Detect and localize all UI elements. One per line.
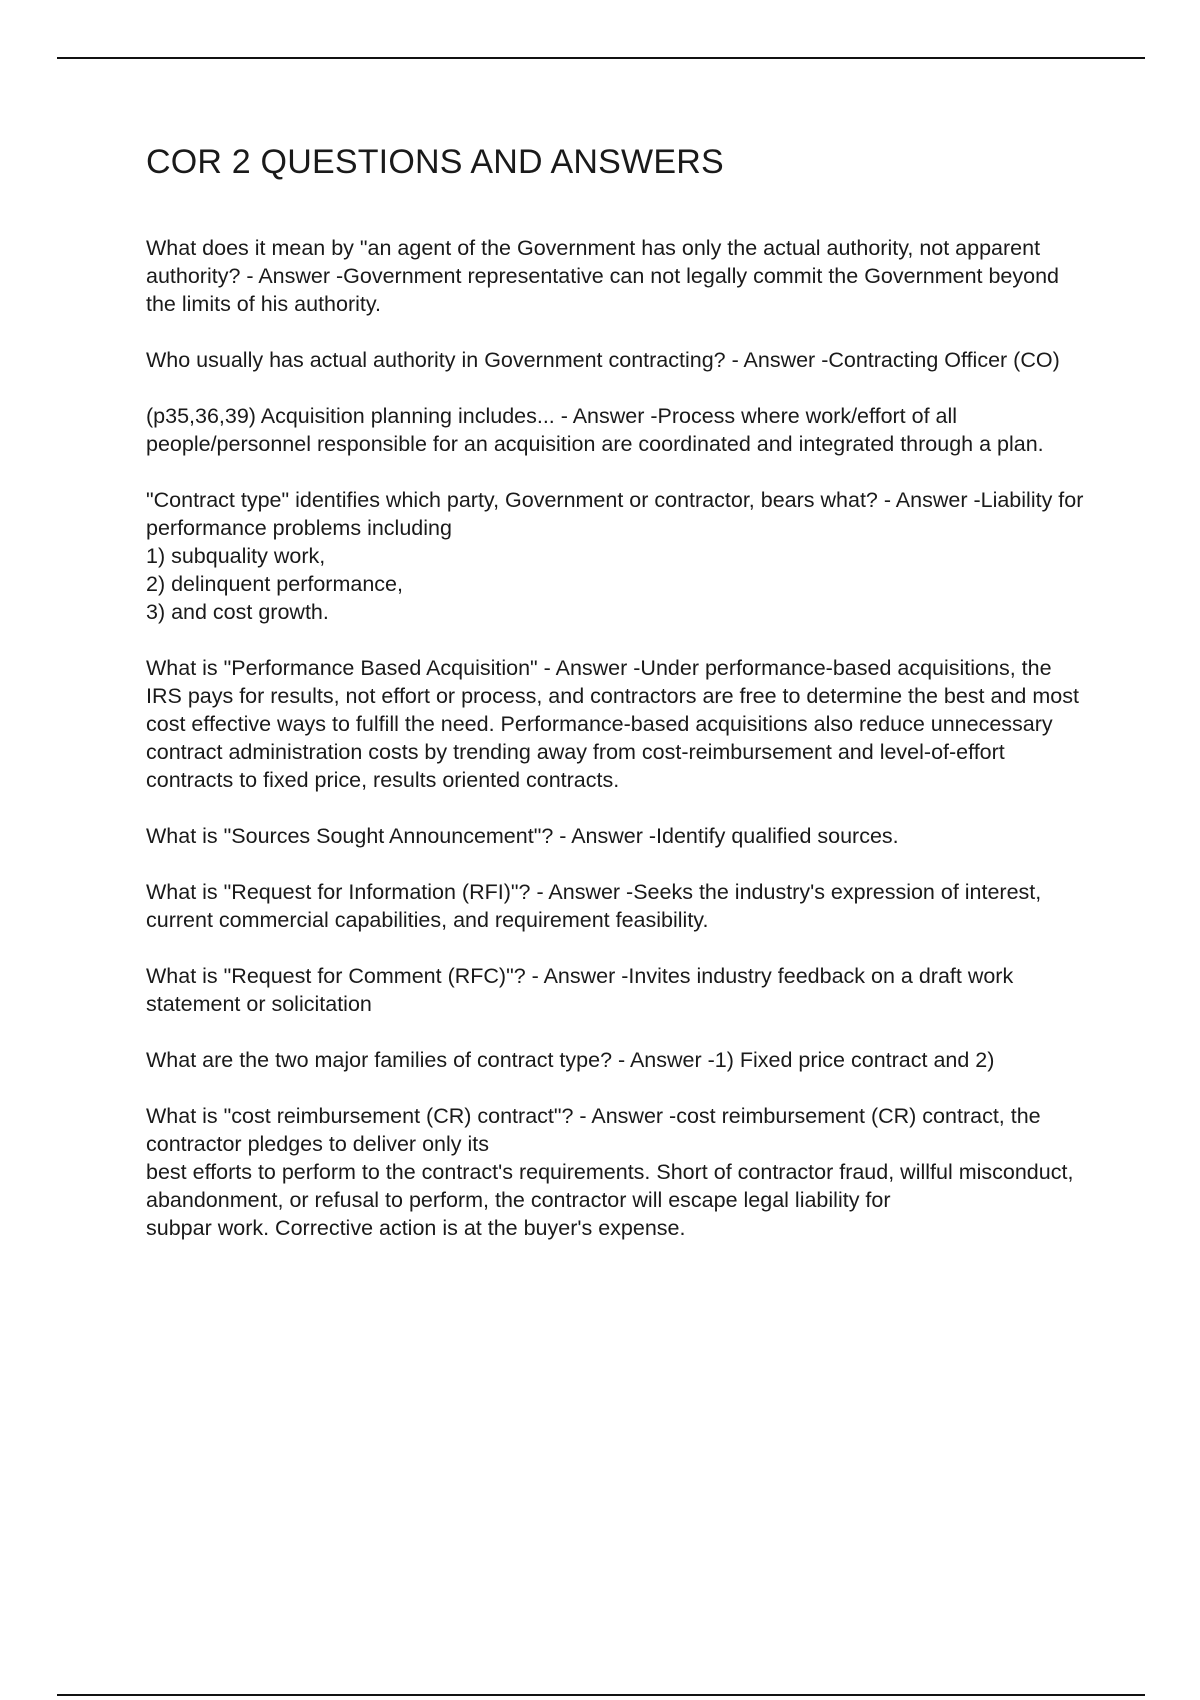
qa-item: What are the two major families of contract type? - Answer -1) Fixed price contract and 2) [146,1048,995,1072]
qa-item: What is "Sources Sought Announcement"? - Answer -Identify qualified sources. [146,824,899,848]
qa-item: What is "Performance Based Acquisition" - Answer -Under performance-based acquisitions, the IRS pays for results, not effort or process, and contractors are free to determine the best and most cost effective ways to fulfill the need. Performance-based acquisitions also reduce unnecessary contract administration costs by trending away from cost-reimbursement and level-of-effort contracts to fixed price, results oriented contracts. [146,656,1079,792]
qa-item: What does it mean by "an agent of the Government has only the actual authority, not apparent authority? - Answer -Government representative can not legally commit the Government beyond the limits of his authority. [146,236,1060,316]
page-title: COR 2 QUESTIONS AND ANSWERS [146,143,724,181]
qa-item: Who usually has actual authority in Government contracting? - Answer -Contracting Officer (CO) [146,348,1060,372]
bottom-rule [57,1694,1145,1696]
qa-item: What is "cost reimbursement (CR) contract"? - Answer -cost reimbursement (CR) contract, the contractor pledges to deliver only its best efforts to perform to the contract's requirements. Short of contractor fraud, willful misconduct, abandonment, or refusal to perform, the contractor will escape legal liability for subpar work. Corrective action is at the buyer's expense. [146,1104,1074,1240]
qa-item: What is "Request for Comment (RFC)"? - Answer -Invites industry feedback on a draft work statement or solicitation [146,964,1014,1016]
document-body [146,140,1091,1270]
qa-item: "Contract type" identifies which party, Government or contractor, bears what? - Answer -Liability for performance problems including 1) subquality work, 2) delinquent performance, 3) and cost growth. [146,488,1084,624]
qa-list [146,234,1091,1242]
qa-item: What is "Request for Information (RFI)"? - Answer -Seeks the industry's expression of interest, current commercial capabilities, and requirement feasibility. [146,880,1042,932]
top-rule [57,57,1145,59]
qa-item: (p35,36,39) Acquisition planning includes... - Answer -Process where work/effort of all people/personnel responsible for an acquisition are coordinated and integrated through a plan. [146,404,1044,456]
